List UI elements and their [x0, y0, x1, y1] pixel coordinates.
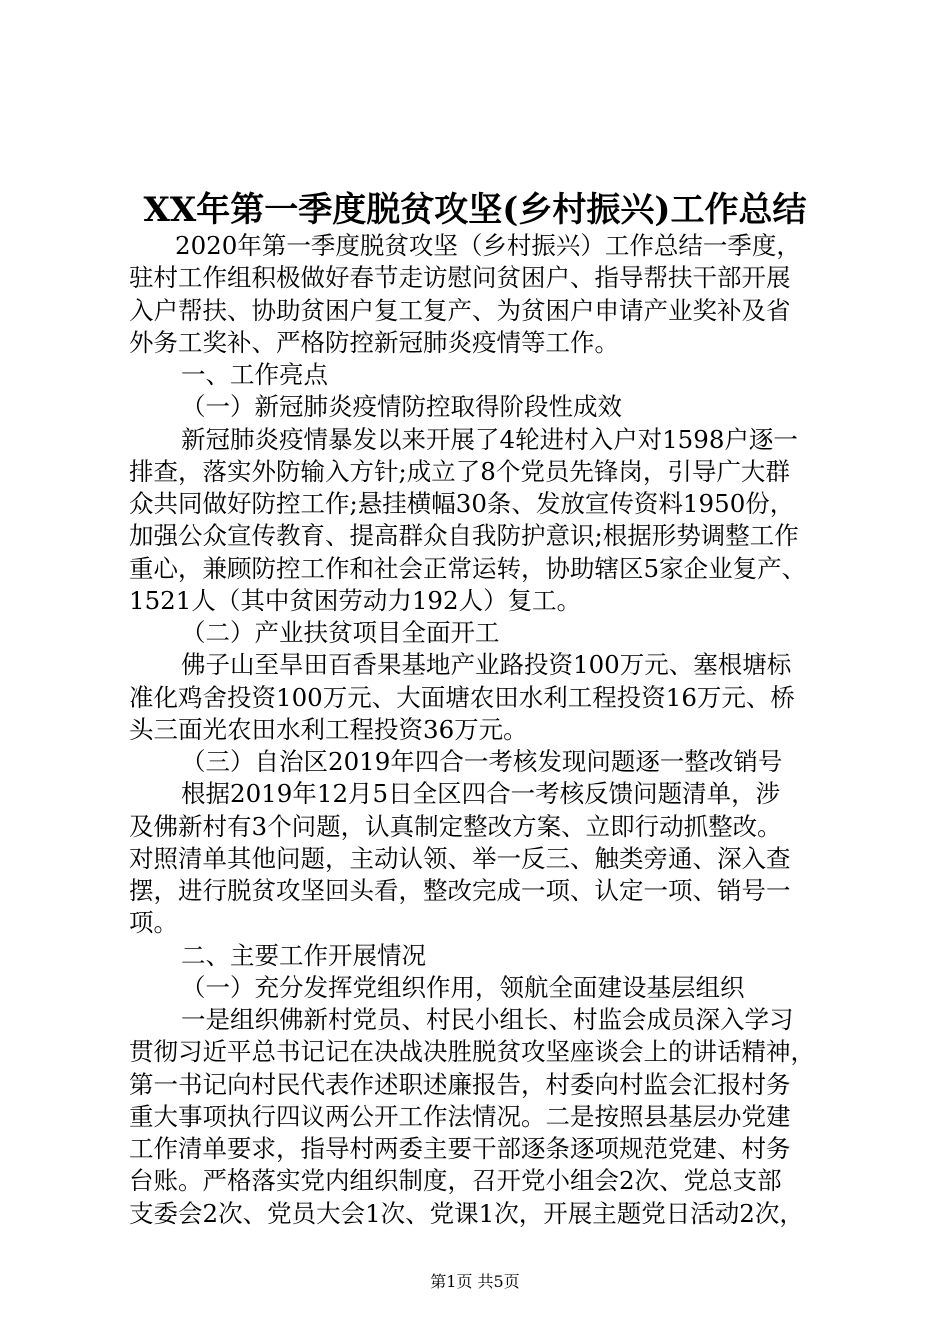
paragraph-line: 新冠肺炎疫情暴发以来开展了4轮进村入户对1598户逐一: [181, 424, 798, 454]
paragraph-line: 1521人（其中贫困劳动力192人）复工。: [129, 585, 582, 615]
paragraph-line: （一）新冠肺炎疫情防控取得阶段性成效: [181, 392, 622, 422]
paragraph-line: 众共同做好防控工作;悬挂横幅30条、发放宣传资料1950份，: [129, 489, 795, 518]
paragraph-line: （二）产业扶贫项目全面开工: [181, 618, 500, 647]
paragraph-line: 对照清单其他问题，主动认领、举一反三、触类旁通、深入查: [129, 843, 791, 873]
paragraph-line: 第一书记向村民代表作述职述廉报告，村委向村监会汇报村务: [129, 1069, 791, 1099]
paragraph-line: 驻村工作组积极做好春节走访慰问贫困户、指导帮扶干部开展: [129, 263, 791, 293]
paragraph-line: 重心，兼顾防控工作和社会正常运转，协助辖区5家企业复产、: [129, 553, 807, 583]
paragraph-line: （三）自治区2019年四合一考核发现问题逐一整改销号: [181, 747, 783, 776]
paragraph-line: 准化鸡舍投资100万元、大面塘农田水利工程投资16万元、桥: [129, 682, 795, 712]
paragraph-line: 排查，落实外防输入方针;成立了8个党员先锋岗，引导广大群: [129, 456, 790, 486]
paragraph-line: 项。: [129, 908, 178, 938]
paragraph-line: 一、工作亮点: [181, 360, 328, 389]
paragraph-line: 工作清单要求，指导村两委主要干部逐条逐项规范党建、村务: [129, 1134, 791, 1163]
paragraph-line: 佛子山至旱田百香果基地产业路投资100万元、塞根塘标: [181, 650, 792, 680]
page-footer: 第1页 共5页: [430, 1272, 520, 1291]
paragraph-line: 重大事项执行四议两公开工作法情况。二是按照县基层办党建: [129, 1101, 791, 1131]
paragraph-line: 贯彻习近平总书记记在决战决胜脱贫攻坚座谈会上的讲话精神，: [129, 1037, 815, 1067]
paragraph-line: 头三面光农田水利工程投资36万元。: [129, 714, 528, 744]
document-body: [129, 230, 831, 1230]
paragraph-line: 一是组织佛新村党员、村民小组长、村监会成员深入学习: [181, 1005, 794, 1034]
paragraph-line: （一）充分发挥党组织作用，领航全面建设基层组织: [181, 972, 745, 1002]
paragraph-line: 入户帮扶、协助贫困户复工复产、为贫困户申请产业奖补及省: [129, 295, 791, 325]
paragraph-line: 根据2019年12月5日全区四合一考核反馈问题清单，涉: [181, 779, 781, 809]
paragraph-line: 2020年第一季度脱贫攻坚（乡村振兴）工作总结一季度，: [175, 231, 801, 260]
document-title: XX年第一季度脱贫攻坚(乡村振兴)工作总结: [143, 190, 807, 230]
paragraph-line: 外务工奖补、严格防控新冠肺炎疫情等工作。: [129, 327, 619, 357]
paragraph-line: 二、主要工作开展情况: [181, 940, 426, 970]
paragraph-line: 加强公众宣传教育、提高群众自我防护意识;根据形势调整工作: [129, 521, 799, 551]
paragraph-line: 摆，进行脱贫攻坚回头看，整改完成一项、认定一项、销号一: [129, 876, 791, 905]
paragraph-line: 及佛新村有3个问题，认真制定整改方案、立即行动抓整改。: [129, 811, 782, 841]
paragraph-line: 台账。严格落实党内组织制度，召开党小组会2次、党总支部: [129, 1166, 782, 1196]
paragraph-line: 支委会2次、党员大会1次、党课1次，开展主题党日活动2次，: [129, 1198, 804, 1228]
